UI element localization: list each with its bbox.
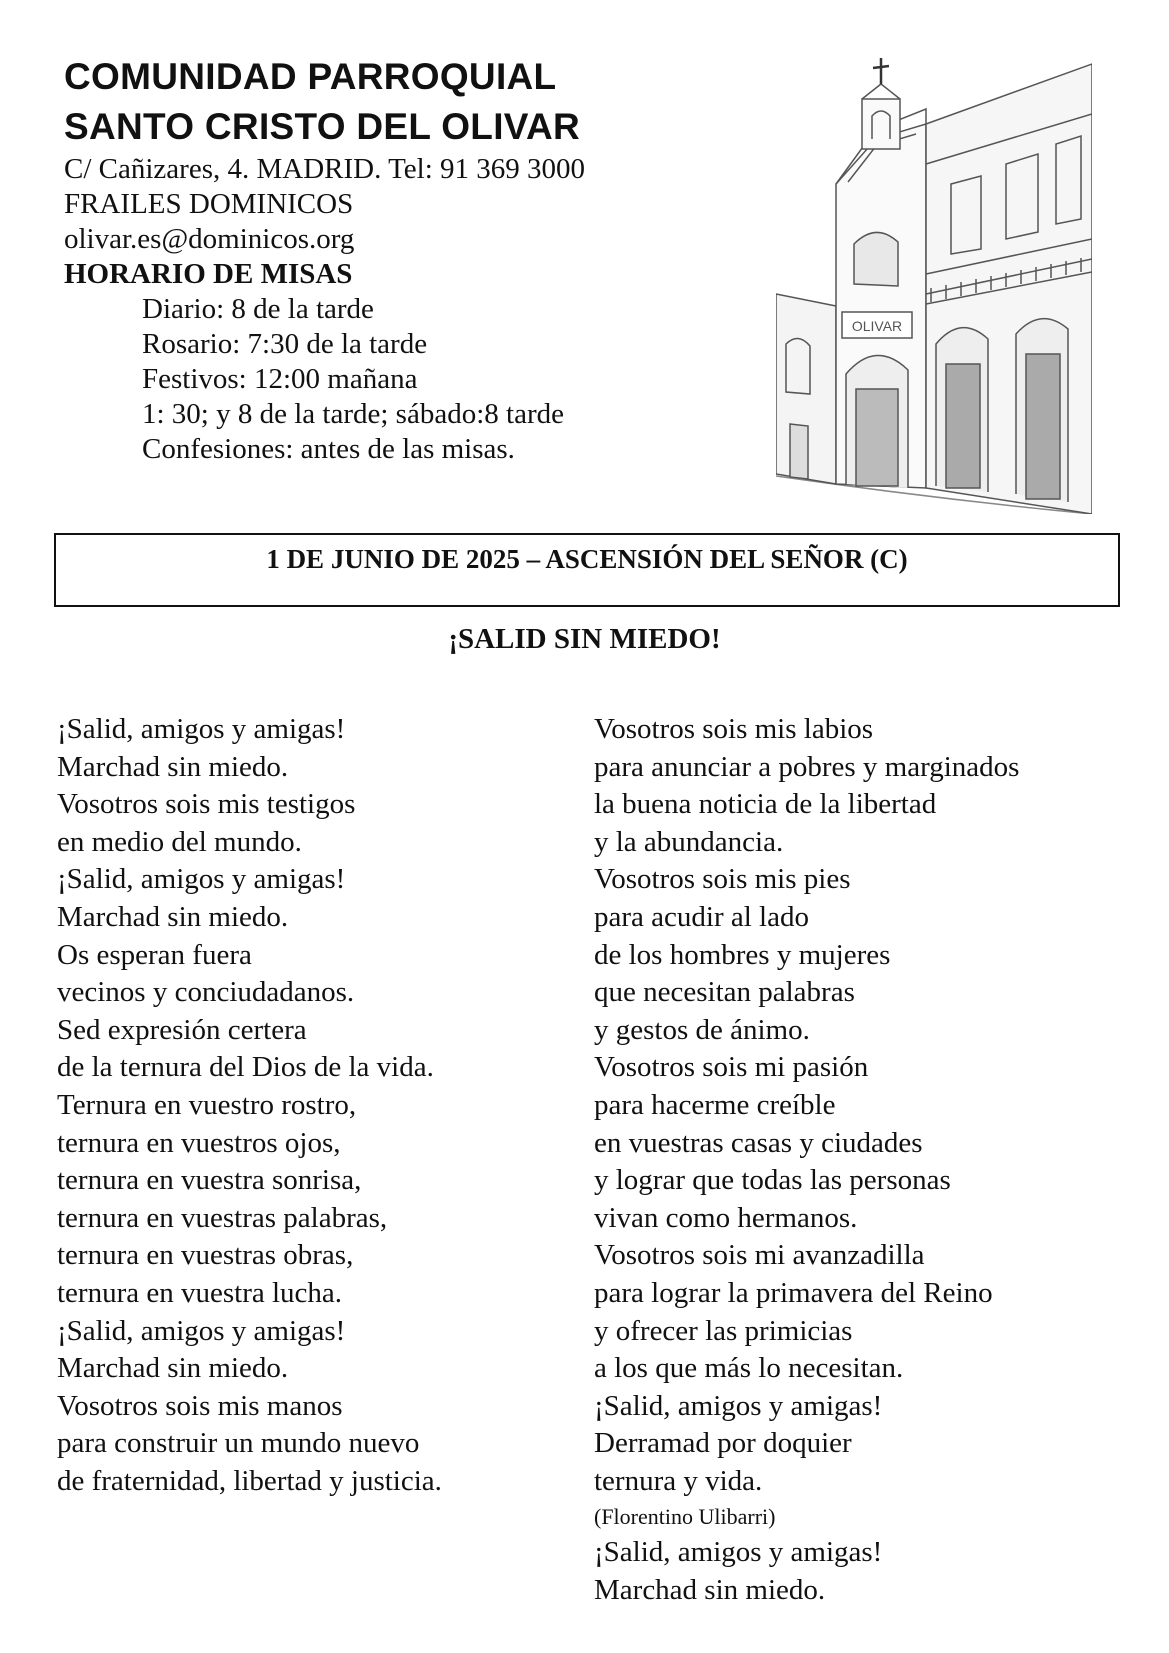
mass-schedule (142, 292, 704, 467)
parish-name-line1: COMUNIDAD PARROQUIAL (64, 56, 557, 97)
poem-line: Marchad sin miedo. (57, 1352, 289, 1385)
poem-line: de fraternidad, libertad y justicia. (57, 1464, 442, 1497)
poem-line: Ternura en vuestro rostro, (57, 1088, 357, 1121)
date-banner: 1 DE JUNIO DE 2025 – ASCENSIÓN DEL SEÑOR (C) (54, 533, 1120, 607)
poem-line: ¡Salid, amigos y amigas! (594, 1389, 883, 1422)
parish-name-line2: SANTO CRISTO DEL OLIVAR (64, 106, 581, 147)
schedule-line: 1: 30; y 8 de la tarde; sábado:8 tarde (142, 398, 564, 430)
schedule-line: Confesiones: antes de las misas. (142, 433, 515, 465)
poem-line: Vosotros sois mis testigos (57, 788, 356, 821)
mass-schedule-heading: HORARIO DE MISAS (64, 258, 353, 290)
poem-line: Vosotros sois mis labios (594, 713, 874, 745)
parish-header (64, 52, 704, 467)
poem-line: ternura en vuestros ojos, (57, 1126, 341, 1159)
poem-line: ternura en vuestras palabras, (57, 1201, 388, 1234)
poem-line: Marchad sin miedo. (57, 750, 289, 783)
poem-closing-line: ¡Salid, amigos y amigas! (594, 1536, 883, 1569)
poem-line: que necesitan palabras (594, 976, 855, 1009)
poem-line: para anunciar a pobres y marginados (594, 750, 1020, 783)
poem-line: ternura en vuestra lucha. (57, 1276, 343, 1309)
poem-line: Derramad por doquier (594, 1427, 852, 1460)
poem-line: Sed expresión certera (57, 1013, 307, 1046)
parish-email: olivar.es@dominicos.org (64, 223, 355, 255)
poem-closing-line: Marchad sin miedo. (594, 1574, 826, 1607)
poem-line: ¡Salid, amigos y amigas! (57, 863, 346, 896)
poem-line: de los hombres y mujeres (594, 938, 891, 971)
poem-line: Vosotros sois mi avanzadilla (594, 1239, 925, 1272)
poem-line: a los que más lo necesitan. (594, 1352, 904, 1385)
poem-author: (Florentino Ulibarri) (594, 1504, 776, 1530)
poem-line: y lograr que todas las personas (594, 1164, 951, 1197)
poem-line: en vuestras casas y ciudades (594, 1126, 923, 1159)
poem-line: en medio del mundo. (57, 825, 302, 858)
parish-address: C/ Cañizares, 4. MADRID. Tel: 91 369 3000 (64, 153, 585, 185)
poem-line: vecinos y conciudadanos. (57, 976, 355, 1009)
poem-line: para construir un mundo nuevo (57, 1427, 420, 1460)
poem-line: Os esperan fuera (57, 938, 252, 971)
schedule-line: Rosario: 7:30 de la tarde (142, 328, 428, 360)
poem-line: de la ternura del Dios de la vida. (57, 1051, 434, 1084)
poem-line: para lograr la primavera del Reino (594, 1276, 993, 1309)
poem-line: vivan como hermanos. (594, 1201, 858, 1234)
poem-right-column (594, 711, 1114, 1610)
poem-line: ternura en vuestras obras, (57, 1239, 354, 1272)
poem-line: Vosotros sois mis pies (594, 863, 851, 896)
church-sign-text: OLIVAR (851, 318, 903, 334)
poem-line: para acudir al lado (594, 900, 809, 933)
poem-line: y gestos de ánimo. (594, 1013, 810, 1046)
poem-line: para hacerme creíble (594, 1088, 836, 1121)
church-illustration (776, 44, 1092, 514)
poem-line: Vosotros sois mis manos (57, 1389, 343, 1422)
religious-order: FRAILES DOMINICOS (64, 188, 354, 220)
poem-line: Vosotros sois mi pasión (594, 1051, 869, 1084)
poem-line: ¡Salid, amigos y amigas! (57, 1314, 346, 1347)
poem-left-column (57, 711, 557, 1500)
poem-line: ternura en vuestra sonrisa, (57, 1164, 362, 1197)
poem-line: y ofrecer las primicias (594, 1314, 853, 1347)
poem-line: la buena noticia de la libertad (594, 788, 937, 821)
schedule-line: Diario: 8 de la tarde (142, 293, 374, 325)
poem-line: ¡Salid, amigos y amigas! (57, 713, 346, 745)
poem-line: ternura y vida. (594, 1464, 763, 1497)
poem-line: Marchad sin miedo. (57, 900, 289, 933)
poem-line: y la abundancia. (594, 825, 784, 858)
poem-title: ¡SALID SIN MIEDO! (448, 623, 721, 655)
schedule-line: Festivos: 12:00 mañana (142, 363, 418, 395)
